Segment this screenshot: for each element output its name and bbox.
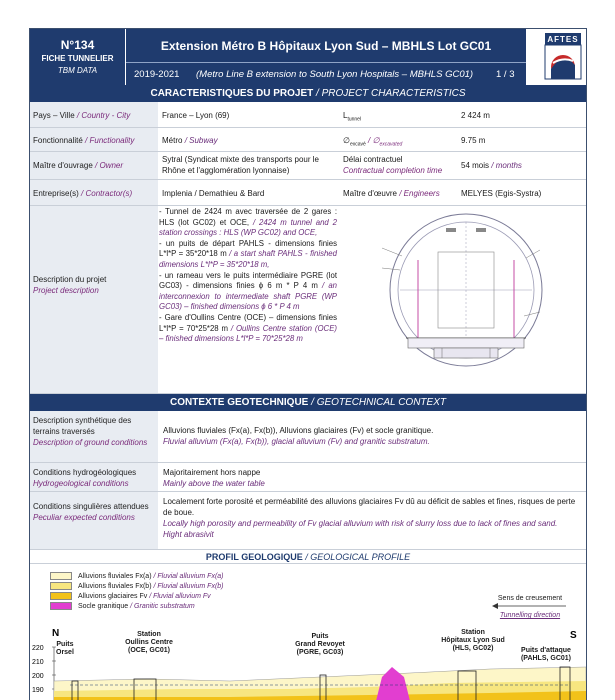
value-completion-time: 54 mois / months [461,161,522,170]
data-sheet [29,28,587,700]
description-item: - un puits de départ PAHLS - dimensions finies L*l*P = 35*20*18 m / a start shaft PAHLS - finished dimensions L*l*P = 35*20*18 m, [159,238,337,269]
profile-label-hls: Station Hôpitaux Lyon Sud (HLS, GC02) [441,629,505,652]
value-contractor: Implenia / Demathieu & Bard [162,189,265,198]
legend-item: Alluvions glaciaires Fv / Fluvial alluvium Fv [50,591,224,601]
label-country: Pays – Ville / Country - City [30,102,158,127]
value-owner: Sytral (Syndicat mixte des transports pour le Rhône et l'agglomération lyonnaise) [162,155,319,175]
y-tick: 210 [32,659,44,666]
legend-item: Alluvions fluviales Fx(b) / Fluvial alluvium Fx(b) [50,581,224,591]
y-tick: 190 [32,687,44,694]
legend-item: Socle granitique / Granitic substratum [50,601,224,611]
direction-label-en: Tunnelling direction [499,612,561,619]
description-item: - un rameau vers le puits intermédiaire PGRE (lot GC03) - dimensions finies ϕ 6 m * P 4 m / an interconnexion to intermediate shaft PGRE (WP GC03) – finished dimensions ϕ 6 * P 4 m [159,270,337,312]
label-peculiar-conditions: Conditions singulières attendues Peculiar expected conditions [30,492,158,549]
row-hydrogeology [30,463,586,492]
value-peculiar-conditions: Localement forte porosité et perméabilité des alluvions glaciaires Fv dû au déficit de sables et fines, risques de perte de boue. Locally high porosity and permeability of Fv glacial alluvium with risk of slurry loss due to lack of fines and sand. Hight abrasivit [163,497,576,539]
label-engineers: Maître d'œuvre / Engineers [340,180,455,205]
row-country [30,102,586,128]
layer-granitic [376,667,410,700]
page-subtitle: (Metro Line B extension to South Lyon Hospitals – MBHLS GC01) [196,69,474,80]
label-owner: Maître d'ouvrage / Owner [30,152,158,179]
page-title: Extension Métro B Hôpitaux Lyon Sud – MBHLS Lot GC01 [160,39,492,53]
section-title: CONTEXTE GEOTECHNIQUE [170,397,309,408]
row-contractor [30,180,586,206]
profile-label-oce: Station Oullins Centre (OCE, GC01) [125,631,173,654]
direction-arrow-icon [490,602,570,610]
legend-item: Alluvions fluviales Fx(a) / Fluvial alluvium Fx(a) [50,571,224,581]
south-marker: S [570,630,577,641]
sheet-type: FICHE TUNNELIER [41,54,114,63]
sheet-number: N°134 [60,38,95,52]
row-peculiar-conditions [30,492,586,550]
row-ground-conditions [30,411,586,463]
value-tunnel-length: 2 424 m [461,111,490,120]
label-completion-time: Délai contractuel Contractual completion time [340,152,455,179]
sheet-id-block [30,29,125,85]
row-description [30,206,586,394]
profile-heading: PROFIL GEOLOGIQUE / GEOLOGICAL PROFILE [30,550,586,564]
label-contractor: Entreprise(s) / Contractor(s) [30,180,158,205]
row-function [30,128,586,152]
value-hydrogeology: Majoritairement hors nappe Mainly above the water table [163,468,265,488]
section-project-characteristics [30,85,586,102]
aftes-logo-icon [526,29,586,85]
svg-text:AFTES: AFTES [547,35,579,44]
value-diameter: 9.75 m [461,136,486,145]
label-diameter: $\emptyset_{excavé}$ / $\emptyset_{excavated}$ [340,128,455,151]
label-ground-conditions: Description synthétique des terrains traversés Description of ground conditions [30,411,158,462]
tunnel-cross-section-drawing [342,208,582,392]
sheet-header [30,29,586,85]
value-ground-conditions: Alluvions fluviales (Fx(a), Fx(b)), Alluvions glaciaires (Fv) et socle granitique. Fluvial alluvium (Fx(a), Fx(b)), glacial alluvium (Fv) and granitic substratum. [163,426,434,446]
sheet-type-en: TBM DATA [57,66,98,75]
value-engineers: MELYES (Egis-Systra) [461,189,542,198]
value-function: Métro / Subway [162,136,218,145]
label-tunnel-length: $L_{tunnel}$ [340,102,455,127]
direction-label: Sens de creusement [497,595,563,602]
row-owner [30,152,586,180]
north-marker: N [52,628,60,639]
title-block [125,29,526,85]
profile-legend [50,571,224,611]
section-title-en: / PROJECT CHARACTERISTICS [316,88,466,99]
label-hydrogeology: Conditions hydrogéologiques Hydrogeological conditions [30,463,158,491]
y-tick: 220 [32,645,44,652]
profile-label-pgre: Puits Grand Revoyet (PGRE, GC03) [295,633,345,656]
value-country: France – Lyon (69) [162,111,230,120]
profile-label-orsel: Puits Orsel [56,641,74,656]
description-text [159,207,337,345]
label-description: Description du projet Project description [30,206,158,393]
page-number: 1 / 3 [496,69,515,80]
description-item: - Gare d'Oullins Centre (OCE) – dimensions finies L*l*P = 70*25*28 m / Oullins Centre station (OCE) – finished dimensions L*l*P = 70*25*28 m [159,312,337,344]
tunnelling-direction [485,595,575,619]
project-years: 2019-2021 [134,69,180,80]
subtitle-bar [126,62,526,85]
section-geotechnical-context [30,394,586,411]
description-item: - Tunnel de 2424 m avec traversée de 2 gares : HLS (lot GC02) et OCE, / 2424 m tunnel and 2 station crossings : HLS (WP GC02) and OCE, [159,207,337,238]
section-title-en: / GEOTECHNICAL CONTEXT [311,397,446,408]
profile-label-pahls: Puits d'attaque (PAHLS, GC01) [520,647,572,662]
aftes-logo [526,29,586,85]
label-function: Fonctionnalité / Functionality [30,128,158,151]
y-tick: 200 [32,673,44,680]
section-title: CARACTERISTIQUES DU PROJET [150,88,314,99]
